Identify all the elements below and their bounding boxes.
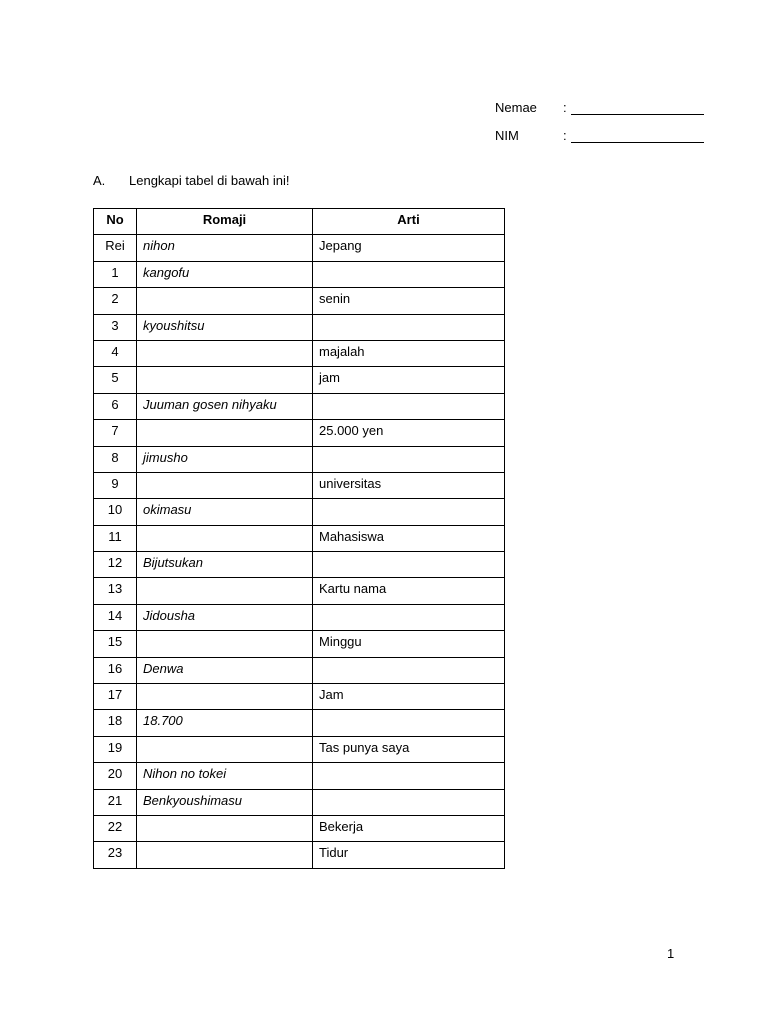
cell-romaji: 18.700 <box>137 710 313 736</box>
name-label: Nemae <box>495 100 537 115</box>
table-row <box>94 472 505 498</box>
cell-no: 20 <box>94 763 137 789</box>
cell-no: 21 <box>94 789 137 815</box>
cell-no: 9 <box>94 472 137 498</box>
cell-arti: Tas punya saya <box>313 736 505 762</box>
cell-arti: Bekerja <box>313 815 505 841</box>
table-row <box>94 815 505 841</box>
table-header-row <box>94 209 505 235</box>
cell-arti[interactable] <box>313 393 505 419</box>
cell-arti: senin <box>313 288 505 314</box>
table-row <box>94 631 505 657</box>
vocabulary-table <box>93 208 505 869</box>
cell-romaji: Denwa <box>137 657 313 683</box>
cell-romaji: Benkyoushimasu <box>137 789 313 815</box>
cell-arti: Kartu nama <box>313 578 505 604</box>
cell-no: 19 <box>94 736 137 762</box>
section-instruction: Lengkapi tabel di bawah ini! <box>129 173 290 188</box>
name-input-line[interactable] <box>571 100 704 115</box>
table-row <box>94 446 505 472</box>
table-row <box>94 710 505 736</box>
cell-arti[interactable] <box>313 446 505 472</box>
table-row <box>94 525 505 551</box>
table-row <box>94 499 505 525</box>
cell-no: Rei <box>94 235 137 261</box>
cell-no: 16 <box>94 657 137 683</box>
cell-arti: 25.000 yen <box>313 420 505 446</box>
nim-label: NIM <box>495 128 519 143</box>
table-row <box>94 235 505 261</box>
cell-arti: Jam <box>313 684 505 710</box>
header-romaji: Romaji <box>137 209 313 235</box>
cell-no: 3 <box>94 314 137 340</box>
cell-romaji: jimusho <box>137 446 313 472</box>
cell-arti[interactable] <box>313 763 505 789</box>
table-body <box>94 235 505 868</box>
nim-input-line[interactable] <box>571 128 704 143</box>
cell-romaji: nihon <box>137 235 313 261</box>
cell-no: 10 <box>94 499 137 525</box>
cell-romaji[interactable] <box>137 631 313 657</box>
cell-arti[interactable] <box>313 261 505 287</box>
cell-arti: Minggu <box>313 631 505 657</box>
cell-no: 6 <box>94 393 137 419</box>
cell-no: 8 <box>94 446 137 472</box>
cell-arti[interactable] <box>313 314 505 340</box>
cell-no: 4 <box>94 340 137 366</box>
cell-romaji[interactable] <box>137 525 313 551</box>
table-row <box>94 578 505 604</box>
cell-romaji[interactable] <box>137 367 313 393</box>
section-heading <box>93 172 289 190</box>
cell-arti[interactable] <box>313 657 505 683</box>
name-row <box>495 89 704 117</box>
cell-arti[interactable] <box>313 552 505 578</box>
table-row <box>94 367 505 393</box>
cell-no: 1 <box>94 261 137 287</box>
cell-arti: universitas <box>313 472 505 498</box>
table-row <box>94 261 505 287</box>
cell-arti[interactable] <box>313 499 505 525</box>
cell-arti[interactable] <box>313 604 505 630</box>
cell-arti: majalah <box>313 340 505 366</box>
cell-romaji[interactable] <box>137 578 313 604</box>
cell-arti[interactable] <box>313 789 505 815</box>
table-row <box>94 314 505 340</box>
cell-arti: Tidur <box>313 842 505 868</box>
table-row <box>94 684 505 710</box>
table-row <box>94 789 505 815</box>
cell-no: 14 <box>94 604 137 630</box>
cell-romaji: kyoushitsu <box>137 314 313 340</box>
cell-no: 2 <box>94 288 137 314</box>
cell-no: 22 <box>94 815 137 841</box>
cell-romaji: Bijutsukan <box>137 552 313 578</box>
header-arti: Arti <box>313 209 505 235</box>
table-row <box>94 288 505 314</box>
cell-no: 5 <box>94 367 137 393</box>
cell-no: 18 <box>94 710 137 736</box>
cell-romaji[interactable] <box>137 842 313 868</box>
cell-romaji: Nihon no tokei <box>137 763 313 789</box>
cell-no: 11 <box>94 525 137 551</box>
table-row <box>94 657 505 683</box>
cell-arti: Mahasiswa <box>313 525 505 551</box>
table-row <box>94 420 505 446</box>
table-row <box>94 763 505 789</box>
cell-romaji[interactable] <box>137 288 313 314</box>
cell-no: 12 <box>94 552 137 578</box>
table-row <box>94 552 505 578</box>
cell-no: 7 <box>94 420 137 446</box>
cell-romaji[interactable] <box>137 684 313 710</box>
nim-colon: : <box>563 128 567 143</box>
cell-romaji[interactable] <box>137 472 313 498</box>
table-row <box>94 604 505 630</box>
section-letter: A. <box>93 173 106 188</box>
cell-arti: jam <box>313 367 505 393</box>
cell-romaji[interactable] <box>137 736 313 762</box>
header-no: No <box>94 209 137 235</box>
cell-arti[interactable] <box>313 710 505 736</box>
student-info <box>495 89 704 145</box>
table-row <box>94 736 505 762</box>
cell-romaji[interactable] <box>137 340 313 366</box>
cell-no: 17 <box>94 684 137 710</box>
cell-romaji[interactable] <box>137 420 313 446</box>
page-number: 1 <box>667 946 675 961</box>
cell-no: 15 <box>94 631 137 657</box>
table-row <box>94 393 505 419</box>
nim-row <box>495 117 704 145</box>
cell-romaji: Jidousha <box>137 604 313 630</box>
cell-arti: Jepang <box>313 235 505 261</box>
cell-romaji[interactable] <box>137 815 313 841</box>
cell-no: 23 <box>94 842 137 868</box>
cell-romaji: kangofu <box>137 261 313 287</box>
table-row <box>94 842 505 868</box>
name-colon: : <box>563 100 567 115</box>
table-row <box>94 340 505 366</box>
cell-no: 13 <box>94 578 137 604</box>
cell-romaji: Juuman gosen nihyaku <box>137 393 313 419</box>
cell-romaji: okimasu <box>137 499 313 525</box>
